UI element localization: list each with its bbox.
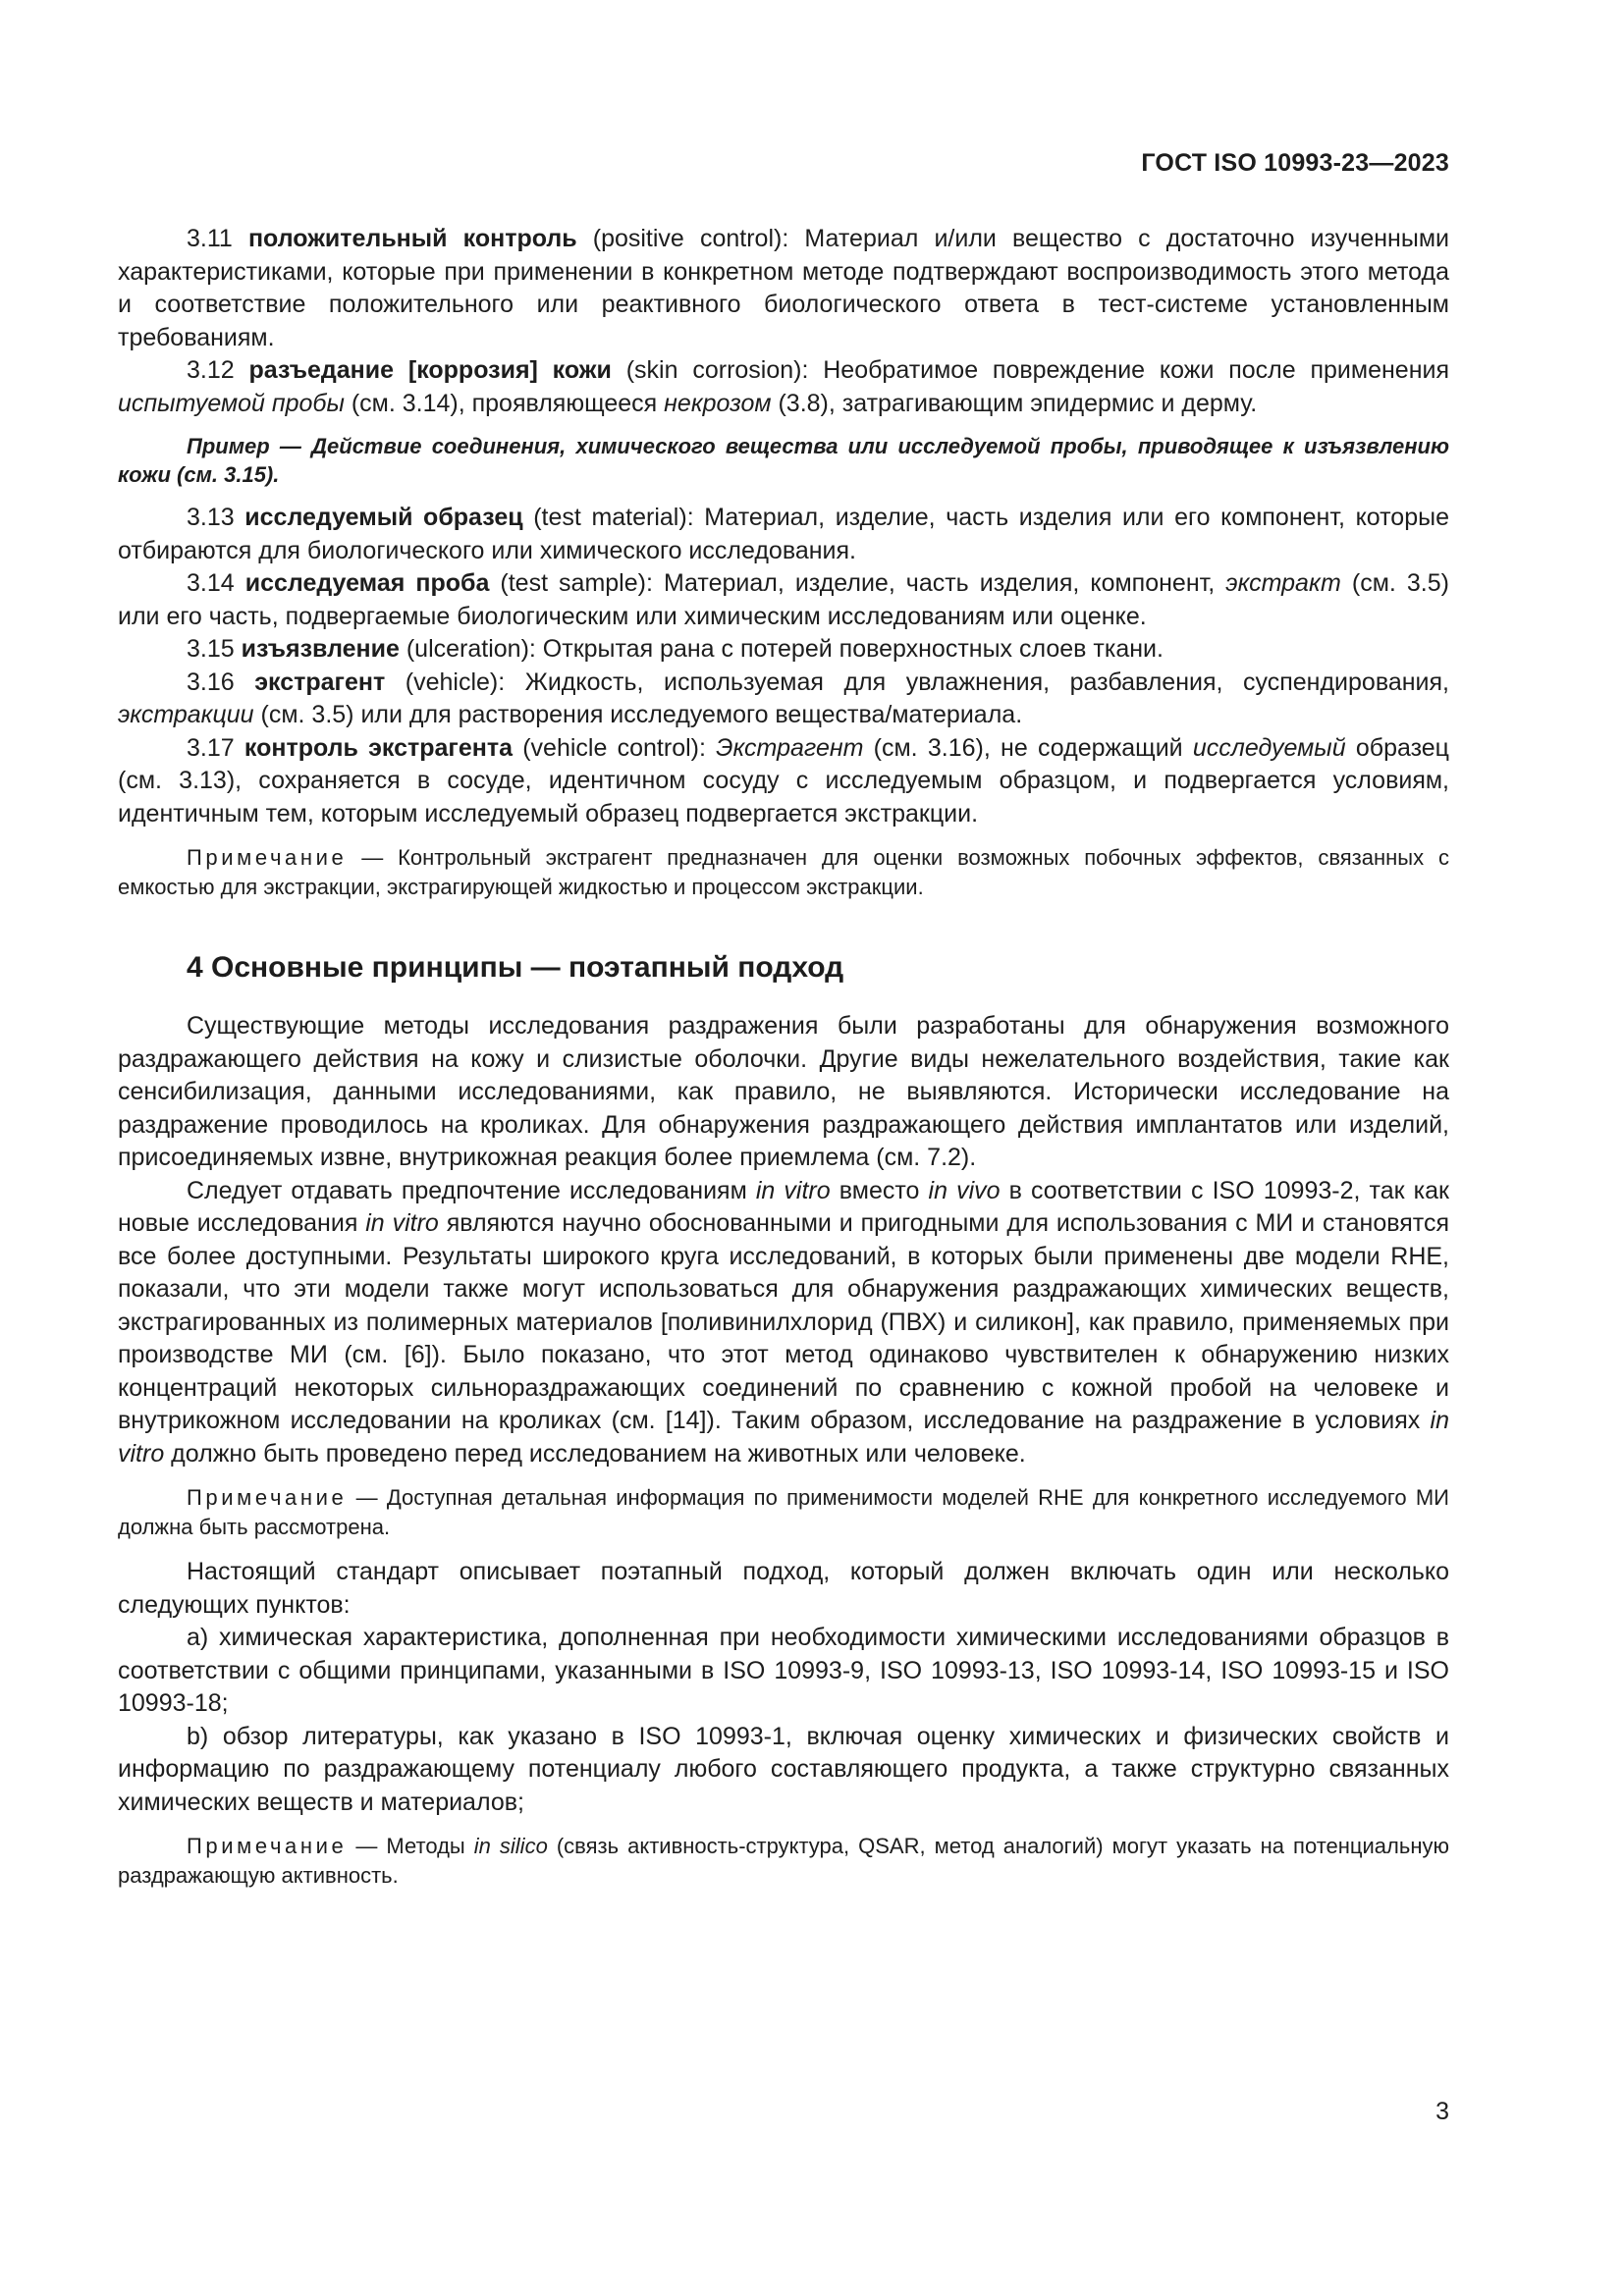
italic-term: Экстрагент: [716, 733, 864, 762]
text-run: должно быть проведено перед исследованием на животных или человеке.: [164, 1439, 1026, 1468]
definition-text: Открытая рана с потерей поверхностных слоев ткани.: [542, 635, 1164, 663]
definition-text: Необратимое повреждение кожи после применения: [823, 356, 1450, 384]
list-item-b: b) обзор литературы, как указано в ISO 10993-1, включая оценку химических и физических свойств и информацию по раздражающему потенциалу любого составляющего продукта, а также структурно связанных химических веществ и материалов;: [118, 1722, 1449, 1816]
italic-term: in vitro: [755, 1176, 831, 1204]
definition-3-17: [118, 732, 1449, 831]
definition-text: (3.8), затрагивающим эпидермис и дерму.: [771, 389, 1258, 417]
definition-text: (см. 3.14), проявляющееся: [344, 389, 665, 417]
italic-term: экстракт: [1225, 569, 1341, 597]
definition-3-13: [118, 502, 1449, 567]
note-text: — Методы: [347, 1834, 474, 1858]
example-note: Пример — Действие соединения, химического вещества или исследуемой пробы, приводящее к изъязвлению кожи (см. 3.15).: [118, 434, 1449, 487]
note-label: Примечание: [187, 845, 348, 870]
note-in-silico: [118, 1832, 1449, 1891]
definition-term: контроль экстрагента: [244, 733, 513, 762]
definition-text: образец (см. 3.13), сохраняется в сосуде, идентичном сосуду с исследуемым образцом, и подвергается условиям, идентичным тем, которым исследуемый образец подвергается экстракции.: [118, 733, 1449, 828]
definition-text: (см. 3.16), не содержащий: [863, 733, 1193, 762]
spacer: [118, 1542, 1449, 1556]
definition-text: Материал, изделие, часть изделия или его компонент, которые отбираются для биологического или химического исследования.: [118, 504, 1449, 564]
definition-term: экстрагент: [254, 667, 386, 696]
text-run: Следует отдавать предпочтение исследованиям: [187, 1176, 756, 1204]
italic-term: экстракции: [118, 701, 254, 728]
italic-term: исследуемый: [1192, 733, 1346, 762]
note-text: — Контрольный экстрагент предназначен для оценки возможных побочных эффектов, связанных с емкостью для экстракции, экстрагирующей жидкостью и процессом экстракции.: [118, 845, 1449, 899]
paragraph: Настоящий стандарт описывает поэтапный подход, который должен включать один или несколько следующих пунктов:: [118, 1558, 1449, 1619]
paragraph: [118, 1175, 1449, 1471]
definition-number: 3.16: [187, 667, 235, 696]
definition-english: (test sample):: [489, 569, 664, 597]
note-label: Примечание: [187, 1834, 348, 1858]
note-text: — Доступная детальная информация по применимости моделей RHE для конкретного исследуемого МИ должна быть рассмотрена.: [118, 1485, 1449, 1539]
italic-term: in silico: [473, 1834, 548, 1858]
definition-english: (test material):: [522, 504, 705, 531]
note-label: Примечание: [187, 1485, 348, 1510]
list-item-a: а) химическая характеристика, дополненная при необходимости химическими исследованиями образцов в соответствии с общими принципами, указанными в ISO 10993-9, ISO 10993-13, ISO 10993-14, ISO 10993-15 и ISO 10993-18;: [118, 1624, 1449, 1717]
definition-term: изъязвление: [241, 635, 400, 663]
definition-3-16: [118, 667, 1449, 732]
definition-3-11: [118, 223, 1449, 354]
definition-english: (ulceration):: [399, 635, 543, 663]
definition-3-14: [118, 567, 1449, 633]
text-run: являются научно обоснованными и пригодными для использования с МИ и становятся все более доступными. Результаты широкого круга исследований, в которых были применены две модели RHE, показали, что эти модели также могут использоваться для обнаружения раздражающих химических веществ, экстрагированных из полимерных материалов [поливинилхлорид (ПВХ) и силикон], как правило, применяемых при производстве МИ (см. [6]). Было показано, что этот метод одинаково чувствителен к обнаружению низких концентраций некоторых сильнораздражающих соединений по сравнению с кожной пробой на человеке и внутрикожном исследовании на кроликах (см. [14]). Таким образом, исследование на раздражение в условиях: [118, 1209, 1450, 1434]
italic-term: испытуемой пробы: [118, 389, 345, 417]
note-text: (связь активность-структура, QSAR, метод аналогий) могут указать на потенциальную раздражающую активность.: [118, 1834, 1449, 1888]
definition-3-15: [118, 633, 1449, 667]
italic-term: in vitro: [118, 1407, 1449, 1468]
definition-term: положительный контроль: [247, 225, 577, 252]
definition-term: разъедание [коррозия] кожи: [248, 356, 612, 384]
paragraph: Существующие методы исследования раздражения были разработаны для обнаружения возможного раздражающего действия на кожу и слизистые оболочки. Другие виды нежелательного воздействия, такие как сенсибилизация, данными исследованиями, как правило, не выявляются. Исторически исследование на раздражение проводилось на кроликах. Для обнаружения раздражающего действия имплантатов или изделий, присоединяемых извне, внутрикожная реакция более приемлема (см. 7.2).: [118, 1012, 1449, 1171]
italic-term: in vivo: [928, 1176, 1001, 1204]
note-vehicle-control: [118, 843, 1449, 902]
page-number: 3: [1435, 2098, 1449, 2125]
definition-text: Жидкость, используемая для увлажнения, разбавления, суспендирования,: [524, 667, 1449, 696]
definition-number: 3.15: [187, 635, 235, 663]
definition-number: 3.12: [187, 356, 235, 384]
definition-text: (см. 3.5) или для растворения исследуемого вещества/материала.: [253, 701, 1023, 728]
definition-text: Материал, изделие, часть изделия, компонент,: [663, 569, 1226, 597]
definition-number: 3.17: [187, 733, 235, 762]
document-body: [118, 223, 1449, 1891]
note-rhe-models: [118, 1483, 1449, 1542]
definition-text: Материал и/или вещество с достаточно изученными характеристиками, которые при применении в конкретном методе подтверждают воспроизводимость этого метода и соответствие положительного или реактивного биологического ответа в тест-системе установленным требованиям.: [118, 225, 1449, 351]
definition-english: (vehicle):: [385, 667, 525, 696]
text-run: вместо: [830, 1176, 929, 1204]
text-run: в соответствии с ISO 10993-2, так как новые исследования: [118, 1176, 1449, 1237]
definition-term: исследуемая проба: [244, 569, 490, 597]
definition-english: (skin corrosion):: [611, 356, 824, 384]
definition-number: 3.14: [187, 569, 235, 597]
definition-english: (vehicle control):: [513, 733, 717, 762]
definition-number: 3.13: [187, 504, 235, 531]
definition-english: (positive control):: [576, 225, 805, 252]
definition-text: (см. 3.5) или его часть, подвергаемые биологическим или химическим исследованиям или оценке.: [118, 569, 1449, 630]
definition-3-12: [118, 354, 1449, 420]
definition-number: 3.11: [187, 225, 233, 252]
italic-term: некрозом: [664, 389, 772, 417]
definition-term: исследуемый образец: [244, 504, 523, 531]
section-heading: 4 Основные принципы — поэтапный подход: [187, 951, 844, 984]
document-code-header: ГОСТ ISO 10993-23—2023: [1141, 149, 1449, 177]
italic-term: in vitro: [365, 1209, 439, 1237]
